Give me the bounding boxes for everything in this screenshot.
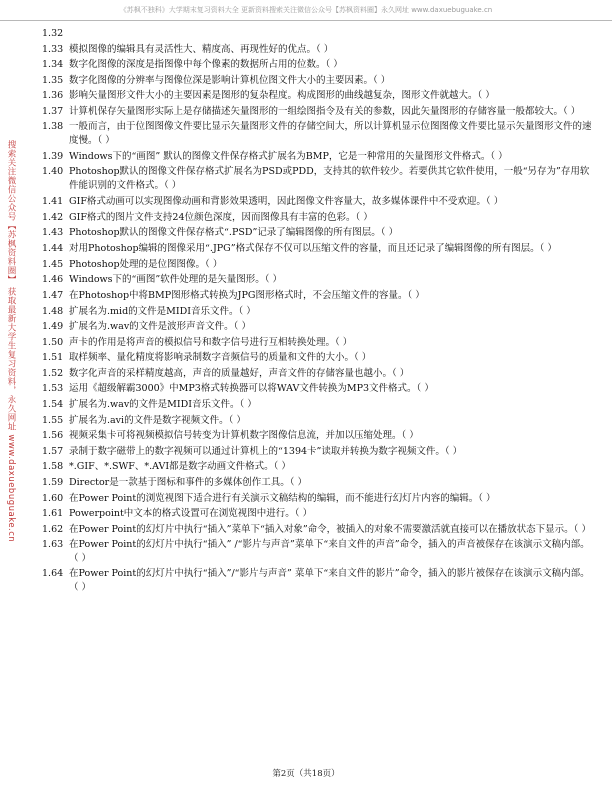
question-item — [42, 88, 594, 104]
question-number: 1.55 — [42, 414, 64, 426]
question-number: 1.38 — [42, 120, 64, 132]
question-number: 1.44 — [42, 242, 64, 254]
question-item — [42, 272, 594, 288]
question-text: Powerpoint中文本的格式设置可在浏览视图中进行。（ ） — [69, 508, 313, 520]
question-list — [42, 26, 594, 596]
question-item — [42, 257, 594, 273]
question-text: 在Power Point的幻灯片中执行“插入” /“影片与声音”菜单下“来自文件的声音”命令，插入的声音被保存在该演示文稿内部。（ ） — [69, 538, 590, 564]
question-item — [42, 413, 594, 429]
question-text: 在Power Point的幻灯片中执行“插入”菜单下“插入对象”命令，被插入的对象不需要激活就直接可以在播放状态下显示。（ ） — [69, 523, 591, 535]
question-item — [42, 397, 594, 413]
question-number: 1.34 — [42, 59, 64, 71]
question-number: 1.42 — [42, 211, 64, 223]
question-text: 取样频率、量化精度将影响录制数字音频信号的质量和文件的大小。（ ） — [69, 352, 372, 364]
question-item — [42, 105, 594, 119]
question-item — [42, 288, 594, 304]
question-text: Director是一款基于图标和事件的多媒体创作工具。（ ） — [69, 477, 307, 489]
question-text: 影响矢量图形文件大小的主要因素是图形的复杂程度。构成图形的曲线越复杂，图形文件就越大。（ ） — [69, 90, 495, 102]
question-text: 数字化声音的采样精度越高，声音的质量越好，声音文件的存储容量也越小。（ ） — [69, 367, 410, 379]
question-number: 1.59 — [42, 477, 64, 489]
question-number: 1.35 — [42, 74, 64, 86]
question-number: 1.47 — [42, 289, 64, 301]
question-number: 1.56 — [42, 430, 64, 442]
question-text: 模拟图像的编辑具有灵活性大、精度高、再现性好的优点。（ ） — [69, 43, 334, 55]
question-number: 1.60 — [42, 492, 64, 504]
question-text — [69, 26, 594, 42]
question-number: 1.41 — [42, 196, 64, 208]
question-number: 1.62 — [42, 523, 64, 535]
page-header: 《苏枫不独科》大学期末复习资料大全 更新资料搜索关注微信公众号【苏枫资料圈】永久网址 www.daxuebuguake.cn — [0, 0, 612, 21]
question-number: 1.37 — [42, 105, 64, 117]
question-item — [42, 523, 594, 537]
question-number: 1.40 — [42, 166, 64, 178]
sidebar-watermark: 搜索关注微信公众号【苏枫资料圈】 获取最新大学生复习资料，永久网址 www.daxuebuguake.cn — [6, 140, 16, 543]
question-number: 1.32 — [42, 28, 64, 39]
question-text: 在Photoshop中将BMP图形格式转换为JPG图形格式时，不会压缩文件的容量。（ ） — [69, 289, 425, 301]
question-number: 1.64 — [42, 567, 64, 579]
question-text: 数字化图像的深度是指图像中每个像素的数据所占用的位数。（ ） — [69, 59, 343, 71]
question-number: 1.33 — [42, 43, 64, 55]
question-number: 1.45 — [42, 258, 64, 270]
question-number: 1.57 — [42, 445, 64, 457]
question-item — [42, 491, 594, 507]
question-number: 1.53 — [42, 383, 64, 395]
question-item — [42, 319, 594, 335]
question-text: 一般而言，由于位图图像文件要比显示矢量图形文件的存储空间大，所以计算机显示位图图像文件要比显示矢量图形文件的速度慢。（ ） — [69, 120, 592, 146]
question-text: Windows下的“画图”软件处理的是矢量图形。（ ） — [69, 274, 283, 286]
question-text: GIF格式动画可以实现图像动画和背影效果透明，因此图像文件容量大，故多媒体课件中不受欢迎。（ ） — [69, 196, 504, 208]
question-number: 1.58 — [42, 461, 64, 473]
question-item — [42, 567, 594, 595]
question-number: 1.50 — [42, 336, 64, 348]
question-number: 1.36 — [42, 90, 64, 102]
question-text: Photoshop默认的图像文件保存格式扩展名为PSD或PDD，支持其的软件较少。若要供其它软件使用，一般“另存为”存用软件能识别的文件格式。（ ） — [69, 166, 590, 192]
question-text: GIF格式的图片文件支持24位颜色深度，因而图像具有丰富的色彩。（ ） — [69, 211, 373, 223]
question-item — [42, 120, 594, 148]
question-number: 1.46 — [42, 274, 64, 286]
question-item — [42, 57, 594, 73]
question-number: 1.63 — [42, 538, 64, 550]
question-item — [42, 366, 594, 382]
question-text: 计算机保存矢量图形实际上是存储描述矢量图形的一组绘图指令及有关的参数，因此矢量图形的存储容量一般都较大。（ ） — [69, 105, 581, 117]
question-text: 在Power Point的浏览视图下适合进行有关演示文稿结构的编辑，而不能进行幻灯片内容的编辑。（ ） — [69, 492, 496, 504]
question-text: 在Power Point的幻灯片中执行“插入”/“影片与声音” 菜单下“来自文件的影片”命令，插入的影片被保存在该演示文稿内部。（ ） — [69, 567, 590, 593]
question-item — [42, 428, 594, 444]
question-item — [42, 538, 594, 566]
page-number: 第2页（共18页） — [272, 769, 340, 779]
question-text: 录制于数字磁带上的数字视频可以通过计算机上的“1394卡”读取并转换为数字视频文件。（ ） — [69, 445, 463, 457]
question-item — [42, 225, 594, 241]
question-item — [42, 304, 594, 320]
question-number: 1.49 — [42, 321, 64, 333]
question-item — [42, 350, 594, 366]
question-text: 扩展名为.avi的文件是数字视频文件。（ ） — [69, 414, 246, 426]
question-number: 1.51 — [42, 352, 64, 364]
question-text: 视频采集卡可将视频模拟信号转变为计算机数字图像信息流，并加以压缩处理。（ ） — [69, 430, 419, 442]
question-item — [42, 42, 594, 58]
question-number: 1.39 — [42, 150, 64, 162]
question-number: 1.61 — [42, 508, 64, 520]
question-item — [42, 381, 594, 397]
question-text: 扩展名为.wav的文件是MIDI音乐文件。（ ） — [69, 399, 257, 411]
question-text: 对用Photoshop编辑的图像采用“.JPG”格式保存不仅可以压缩文件的容量，而且还记录了编辑图像的所有图层。（ ） — [69, 242, 557, 254]
question-item — [42, 242, 594, 256]
question-item — [42, 459, 594, 475]
question-text: Windows下的“画图” 默认的图像文件保存格式扩展名为BMP，它是一种常用的矢量图形文件格式。（ ） — [69, 150, 508, 162]
question-number: 1.52 — [42, 367, 64, 379]
question-item — [42, 26, 594, 42]
question-text: 扩展名为.wav的文件是波形声音文件。（ ） — [69, 321, 251, 333]
question-item — [42, 444, 594, 460]
question-number: 1.54 — [42, 399, 64, 411]
question-text: 运用《超级解霸3000》中MP3格式转换器可以将WAV文件转换为MP3文件格式。（ ） — [69, 383, 434, 395]
question-item — [42, 210, 594, 226]
question-text: 扩展名为.mid的文件是MIDI音乐文件。（ ） — [69, 305, 256, 317]
question-text: Photoshop处理的是位图图像。（ ） — [69, 258, 223, 270]
question-item — [42, 335, 594, 351]
question-item — [42, 506, 594, 522]
question-number: 1.43 — [42, 227, 64, 239]
question-text: 声卡的作用是将声音的模拟信号和数字信号进行互相转换处理。（ ） — [69, 336, 353, 348]
question-number: 1.48 — [42, 305, 64, 317]
question-text: Photoshop默认的图像文件保存格式“.PSD”记录了编辑图像的所有图层。（ ） — [69, 227, 399, 239]
question-text: *.GIF、*.SWF、*.AVI都是数字动画文件格式。（ ） — [69, 461, 291, 473]
question-item — [42, 149, 594, 165]
question-text: 数字化图像的分辨率与图像位深是影响计算机位图文件大小的主要因素。（ ） — [69, 74, 391, 86]
question-item — [42, 73, 594, 89]
question-item — [42, 165, 594, 193]
question-item — [42, 475, 594, 491]
question-item — [42, 194, 594, 210]
